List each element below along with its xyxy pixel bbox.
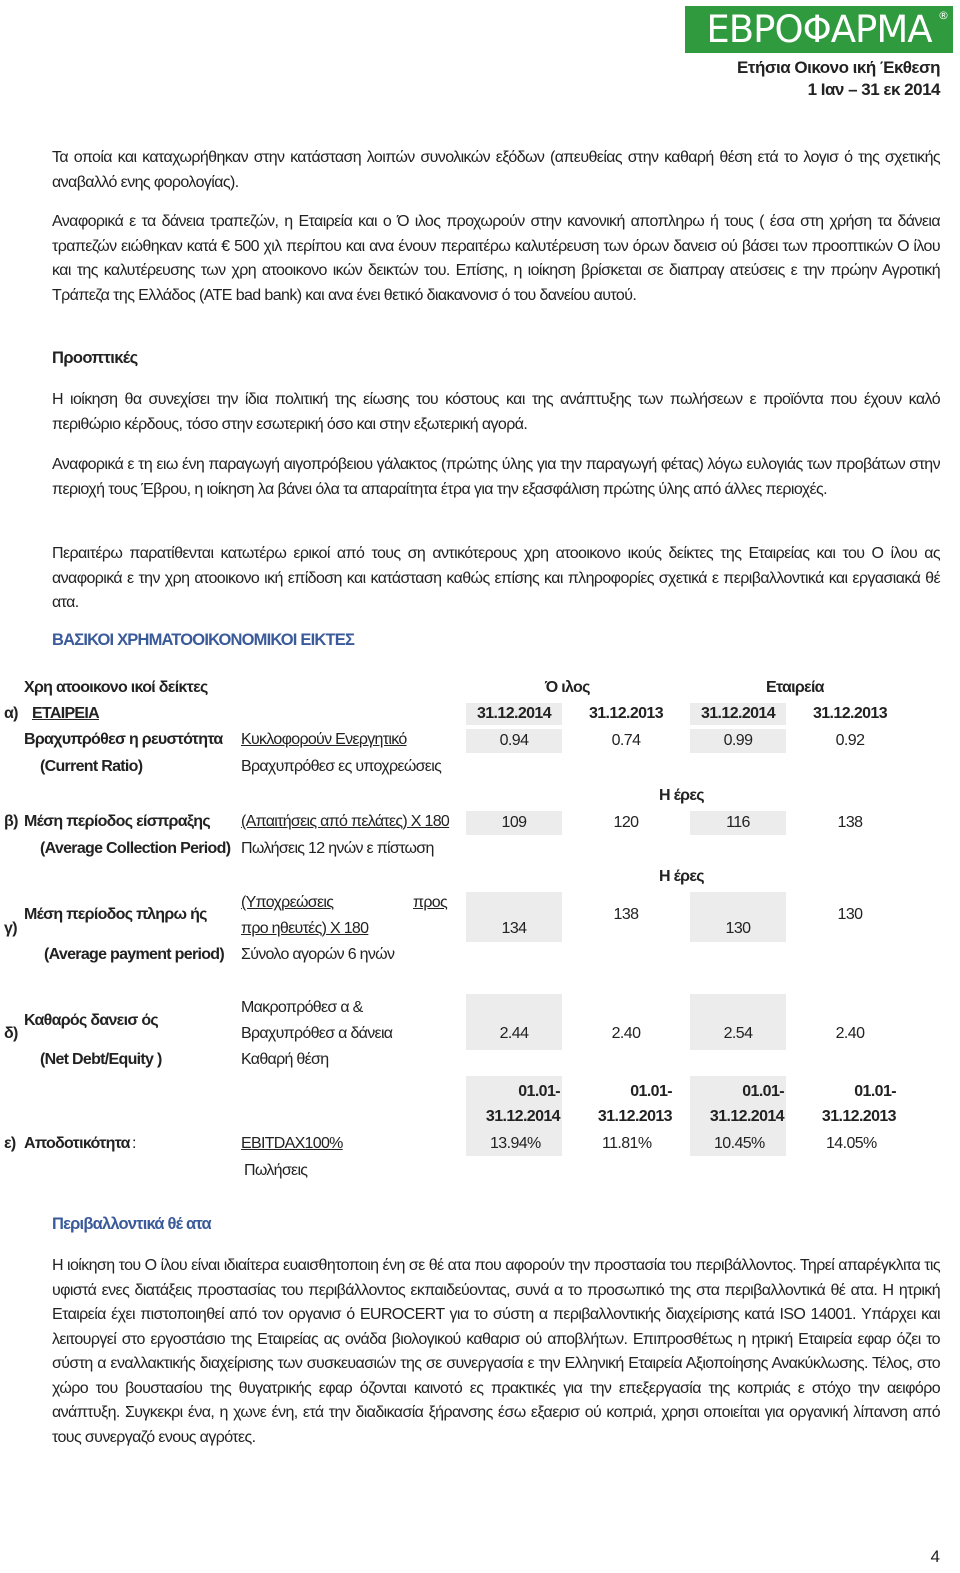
payment-period-numerator-b: προς: [413, 894, 447, 911]
net-debt-value: 2.54: [723, 1025, 753, 1042]
collection-period-name: Μέση περίοδος είσπραξης: [24, 813, 211, 830]
col-header-company-2014: 31.12.2014: [690, 703, 786, 725]
profitability-value: 11.81%: [602, 1135, 652, 1152]
payment-period-numerator-c: προ ηθευτές) X 180: [241, 920, 369, 937]
payment-period-value: 130: [837, 906, 863, 923]
days-label: Η έρες: [659, 868, 704, 885]
collection-period-value: 138: [837, 814, 863, 831]
payment-period-numerator-a: (Υποχρεώσεις: [241, 894, 334, 911]
net-debt-value: 2.40: [835, 1025, 865, 1042]
net-debt-name: Καθαρός δανεισ ός: [24, 1012, 159, 1029]
group-label: Ό ιλος: [545, 679, 590, 696]
row-e-prefix: ε): [4, 1135, 16, 1152]
profitability-value: 14.05%: [826, 1135, 877, 1152]
environment-heading: Περιβαλλοντικά θέ ατα: [52, 1215, 211, 1233]
company-label: Εταιρεία: [766, 679, 824, 696]
section-a-label: ΕΤΑΙΡΕΙΑ: [32, 705, 100, 722]
payment-period-sub: (Average payment period): [44, 946, 224, 963]
net-debt-value: 2.40: [611, 1025, 641, 1042]
paragraph-environment: Η ιοίκηση του Ο ίλου είναι ιδιαίτερα ευαισθητοποιη ένη σε θέ ατα που αφορούν την προστασία του περιβάλλοντος. Τηρεί απαρέγκλιτα τις υφιστά ενες διατάξεις προστασίας του περιβάλλοντος εκπαιδεύοντας, συνά α το προσωπικό της στα περιβαλλοντικά θέ ατα. Η ητρική Εταιρεία έχει πιστοποιηθεί από τον οργανισ ό EUROCERT για το σύστη α περιβαλλοντικής διαχείρισης κατά ISO 14001. Υπάρχει και λειτουργεί στο εργοστάσιο της Εταιρείας ας ονάδα βιολογικού καθαρισ ού αποβλήτων. Επιπροσθέτως η ητρική Εταιρεία εφαρ όζει το σύστη α εναλλακτικής διαχείρισης των συσκευασιών της σε συνεργασία ε την Ελληνική Εταιρεία Αξιοποίησης Ανακύκλωσης. Τέλος, στο χώρο του βουστασίου της θυγατρικής εφαρ όζονται καινοτό ες πρακτικές για την επεξεργασία της κοπριάς ε στόχο την αειφόρο ανάπτυξη. Συγκεκρι ένα, η χωνε ένη, ετά την διαδικασία ξήρανσης έσω εξαερισ ού κοπριά, χρησι οποιείται για οργανική λίπανση από τους συνεργαζό ενους αγρότες.: [52, 1257, 940, 1446]
current-ratio-name: Βραχυπρόθεσ η ρευστότητα: [24, 731, 223, 748]
row-b-prefix: β): [4, 813, 18, 830]
current-ratio-value: 0.92: [835, 732, 865, 749]
days-label: Η έρες: [659, 787, 704, 804]
paragraph-1: Τα οποία και καταχωρήθηκαν στην κατάσταση λοιπών συνολικών εξόδων (απευθείας στην καθαρή θέση ετά το λογισ ό της σχετικής αναβαλλό ενης φορολογίας).: [52, 149, 940, 191]
collection-period-sub: (Average Collection Period): [40, 840, 231, 857]
paragraph-prospects: Η ιοίκηση θα συνεχίσει την ίδια πολιτική της είωσης του κόστους και της ανάπτυξης των πωλήσεων ε προϊόντα που έχουν καλό περιθώριο κέρδους, τόσο στην εσωτερική όσο και στην εξωτερική αγορά.: [52, 391, 940, 433]
current-ratio-value: 0.94: [466, 729, 562, 753]
row-d-prefix: δ): [4, 1025, 18, 1042]
table-title: Χρη ατοοικονο ικοί δείκτες: [24, 679, 208, 696]
indicators-heading: ΒΑΣΙΚΟΙ ΧΡΗΜΑΤΟΟΙΚΟΝΟΜΙΚΟΙ ΕΙΚΤΕΣ: [52, 631, 355, 649]
period-header: 31.12.2013: [597, 1108, 672, 1125]
current-ratio-value: 0.99: [690, 729, 786, 753]
payment-period-value: 130: [725, 920, 751, 937]
period-header: 01.01-: [854, 1083, 896, 1100]
period-header: 31.12.2014: [709, 1108, 784, 1125]
col-header-group-2013: 31.12.2013: [588, 705, 664, 722]
company-logo: [685, 6, 953, 53]
net-debt-value: 2.44: [499, 1025, 529, 1042]
col-header-company-2013: 31.12.2013: [812, 705, 888, 722]
registered-mark: ®: [938, 9, 949, 22]
collection-period-value: 109: [466, 811, 562, 835]
report-title: Ετήσια Οικονο ική Έκθεση: [737, 58, 940, 77]
report-period: 1 Ιαν – 31 εκ 2014: [807, 80, 940, 99]
payment-period-denominator: Σύνολο αγορών 6 ηνών: [241, 946, 395, 963]
collection-period-numerator: (Απαιτήσεις από πελάτες) X 180: [241, 813, 450, 830]
net-debt-denominator: Καθαρή θέση: [241, 1051, 329, 1068]
col-header-group-2014: 31.12.2014: [466, 703, 562, 725]
profitability-denominator: Πωλήσεις: [244, 1162, 308, 1179]
profitability-value: 10.45%: [714, 1135, 765, 1152]
paragraph-milk: Αναφορικά ε τη ειω ένη παραγωγή αιγοπρόβειου γάλακτος (πρώτης ύλης για την παραγωγή φέτας) λόγω ευλογιάς των προβάτων στην περιοχή τους Έβρου, η ιοίκηση λα βάνει όλα τα απαραίτητα έτρα για την εξασφάλιση πρώτης ύλης από άλλες περιοχές.: [52, 456, 940, 498]
row-c-prefix: γ): [4, 920, 17, 937]
profitability-colon: :: [132, 1135, 136, 1152]
collection-period-denominator: Πωλήσεις 12 ηνών ε πίστωση: [241, 840, 434, 857]
paragraph-loans: Αναφορικά ε τα δάνεια τραπεζών, η Εταιρεία και ο Ό ιλος προχωρούν στην κανονική αποπληρω ή τους ( έσα στη χρήση τα δάνεια τραπεζών ειώθηκαν κατά € 500 χιλ περίπου και ανα ένουν περαιτέρω καλυτέρευση των όρων δανεισ ού βάσει των προοπτικών Ο ίλου και της καλυτέρευσης των χρη ατοοικονο ικών δεικτών του. Επίσης, η ιοίκηση βρίσκεται σε διαπραγ ατεύσεις ε την πρώην Αγροτική Τράπεζα της Ελλάδος (ΑΤΕ bad bank) και ανα ένει θετικό διακανονισ ό του δανείου αυτού.: [52, 213, 940, 304]
prospects-heading: Προοπτικές: [52, 349, 138, 367]
current-ratio-denominator: Βραχυπρόθεσ ες υποχρεώσεις: [241, 758, 442, 775]
current-ratio-value: 0.74: [611, 732, 641, 749]
payment-period-value: 138: [613, 906, 639, 923]
page-number: 4: [930, 1547, 940, 1566]
period-header: 01.01-: [518, 1083, 560, 1100]
logo-text: ΕΒΡΟΦΑΡΜΑ: [706, 8, 932, 51]
net-debt-numerator-b: Βραχυπρόθεσ α δάνεια: [241, 1025, 393, 1042]
net-debt-sub: (Net Debt/Equity ): [40, 1051, 162, 1068]
paragraph-indicators-intro: Περαιτέρω παρατίθενται κατωτέρω ερικοί από τους ση αντικότερους χρη ατοοικονο ικούς δείκτες της Εταιρείας και του Ο ίλου ας αναφορικά ε την χρη ατοοικονο ική επίδοση και κατάσταση καθώς επίσης και πληροφορίες σχετικά ε περιβαλλοντικά και εργασιακά θέ ατα.: [52, 545, 940, 611]
period-header: 31.12.2014: [485, 1108, 560, 1125]
profitability-value: 13.94%: [490, 1135, 541, 1152]
collection-period-value: 116: [690, 811, 786, 835]
profitability-numerator: EBITDAX100%: [241, 1135, 343, 1152]
section-a-prefix: α): [4, 705, 18, 722]
period-header: 31.12.2013: [821, 1108, 896, 1125]
net-debt-numerator-a: Μακροπρόθεσ α &: [241, 999, 363, 1016]
collection-period-value: 120: [613, 814, 639, 831]
period-header: 01.01-: [742, 1083, 784, 1100]
payment-period-value: 134: [501, 920, 527, 937]
profitability-name: Αποδοτικότητα: [24, 1135, 130, 1152]
current-ratio-numerator: Κυκλοφορούν Ενεργητικό: [241, 731, 407, 748]
period-header: 01.01-: [630, 1083, 672, 1100]
current-ratio-sub: (Current Ratio): [40, 758, 143, 775]
payment-period-name: Μέση περίοδος πληρω ής: [24, 906, 207, 923]
